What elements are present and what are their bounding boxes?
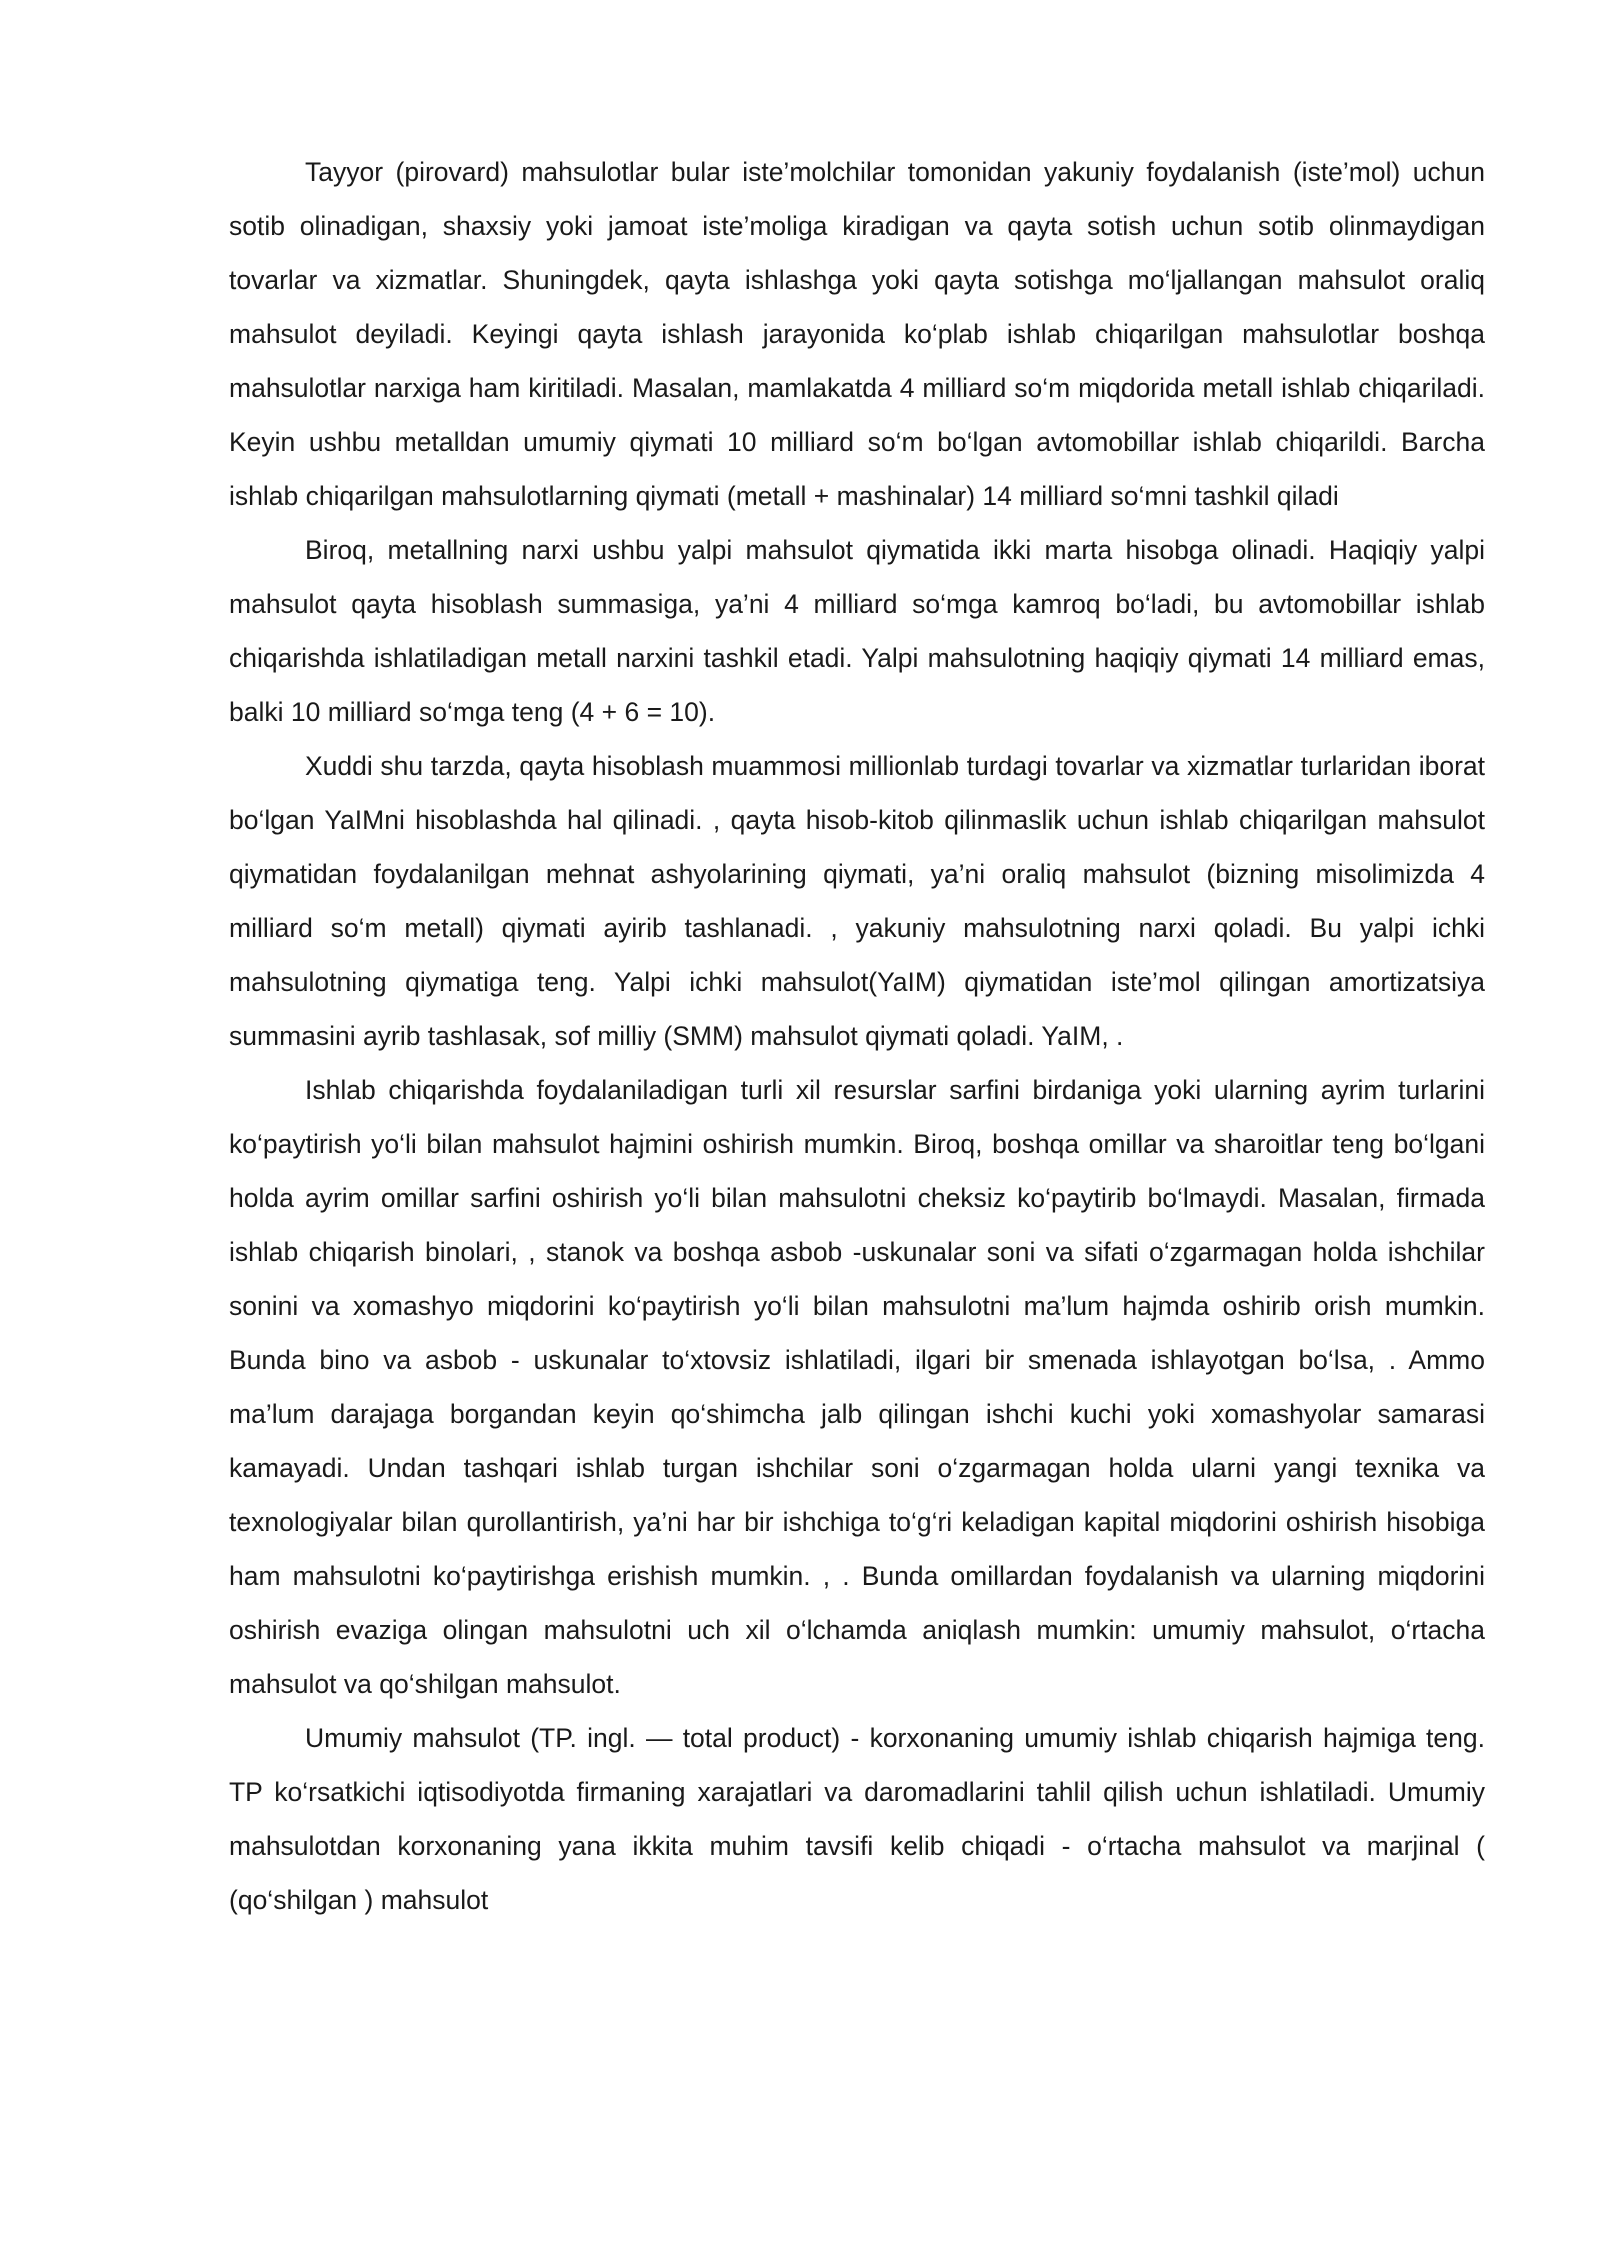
paragraph-production-factors: Ishlab chiqarishda foydalaniladigan turli xil resurslar sarfini birdaniga yoki ularning ayrim turlarini ko‘paytirish yo‘li bilan mahsulot hajmini oshirish mumkin. Biroq, boshqa omillar va sharoitlar teng bo‘lgani holda ayrim omillar sarfini oshirish yo‘li bilan mahsulotni cheksiz ko‘paytirib bo‘lmaydi. Masalan, firmada ishlab chiqarish binolari, , stanok va boshqa asbob -uskunalar soni va sifati o‘zgarmagan holda ishchilar sonini va xomashyo miqdorini ko‘paytirish yo‘li bilan mahsulotni ma’lum hajmda oshirib orish mumkin. Bunda bino va asbob - uskunalar to‘xtovsiz ishlatiladi, ilgari bir smenada ishlayotgan bo‘lsa, . Ammo ma’lum darajaga borgandan keyin qo‘shimcha jalb qilingan ishchi kuchi yoki xomashyolar samarasi kamayadi. Undan tashqari ishlab turgan ishchilar soni o‘zgarmagan holda ularni yangi texnika va texnologiyalar bilan qurollantirish, ya’ni har bir ishchiga to‘g‘ri keladigan kapital miqdorini oshirish hisobiga ham mahsulotni ko‘paytirishga erishish mumkin. , . Bunda omillardan foydalanish va ularning miqdorini oshirish evaziga olingan mahsulotni uch xil o‘lchamda aniqlash mumkin: umumiy mahsulot, o‘rtacha mahsulot va qo‘shilgan mahsulot. [229, 1075, 1485, 1699]
document-body [229, 145, 1485, 1927]
paragraph-gdp-calculation: Xuddi shu tarzda, qayta hisoblash muammosi millionlab turdagi tovarlar va xizmatlar turlaridan iborat bo‘lgan YaIMni hisoblashda hal qilinadi. , qayta hisob-kitob qilinmaslik uchun ishlab chiqarilgan mahsulot qiymatidan foydalanilgan mehnat ashyolarining qiymati, ya’ni oraliq mahsulot (bizning misolimizda 4 milliard so‘m metall) qiymati ayirib tashlanadi. , yakuniy mahsulotning narxi qoladi. Bu yalpi ichki mahsulotning qiymatiga teng. Yalpi ichki mahsulot(YaIM) qiymatidan iste’mol qilingan amortizatsiya summasini ayrib tashlasak, sof milliy (SMM) mahsulot qiymati qoladi. YaIM, . [229, 751, 1485, 1051]
paragraph-final-products: Tayyor (pirovard) mahsulotlar bular iste’molchilar tomonidan yakuniy foydalanish (iste’mol) uchun sotib olinadigan, shaxsiy yoki jamoat iste’moliga kiradigan va qayta sotish uchun sotib olinmaydigan tovarlar va xizmatlar. Shuningdek, qayta ishlashga yoki qayta sotishga mo‘ljallangan mahsulot oraliq mahsulot deyiladi. Keyingi qayta ishlash jarayonida ko‘plab ishlab chiqarilgan mahsulotlar boshqa mahsulotlar narxiga ham kiritiladi. Masalan, mamlakatda 4 milliard so‘m miqdorida metall ishlab chiqariladi. Keyin ushbu metalldan umumiy qiymati 10 milliard so‘m bo‘lgan avtomobillar ishlab chiqarildi. Barcha ishlab chiqarilgan mahsulotlarning qiymati (metall + mashinalar) 14 milliard so‘mni tashkil qiladi [229, 157, 1485, 511]
paragraph-double-counting: Biroq, metallning narxi ushbu yalpi mahsulot qiymatida ikki marta hisobga olinadi. Haqiqiy yalpi mahsulot qayta hisoblash summasiga, ya’ni 4 milliard so‘mga kamroq bo‘ladi, bu avtomobillar ishlab chiqarishda ishlatiladigan metall narxini tashkil etadi. Yalpi mahsulotning haqiqiy qiymati 14 milliard emas, balki 10 milliard so‘mga teng (4 + 6 = 10). [229, 535, 1485, 727]
paragraph-total-product: Umumiy mahsulot (TP. ingl. — total product) - korxonaning umumiy ishlab chiqarish hajmiga teng. TP ko‘rsatkichi iqtisodiyotda firmaning xarajatlari va daromadlarini tahlil qilish uchun ishlatiladi. Umumiy mahsulotdan korxonaning yana ikkita muhim tavsifi kelib chiqadi - o‘rtacha mahsulot va marjinal ( (qo‘shilgan ) mahsulot [229, 1723, 1485, 1915]
